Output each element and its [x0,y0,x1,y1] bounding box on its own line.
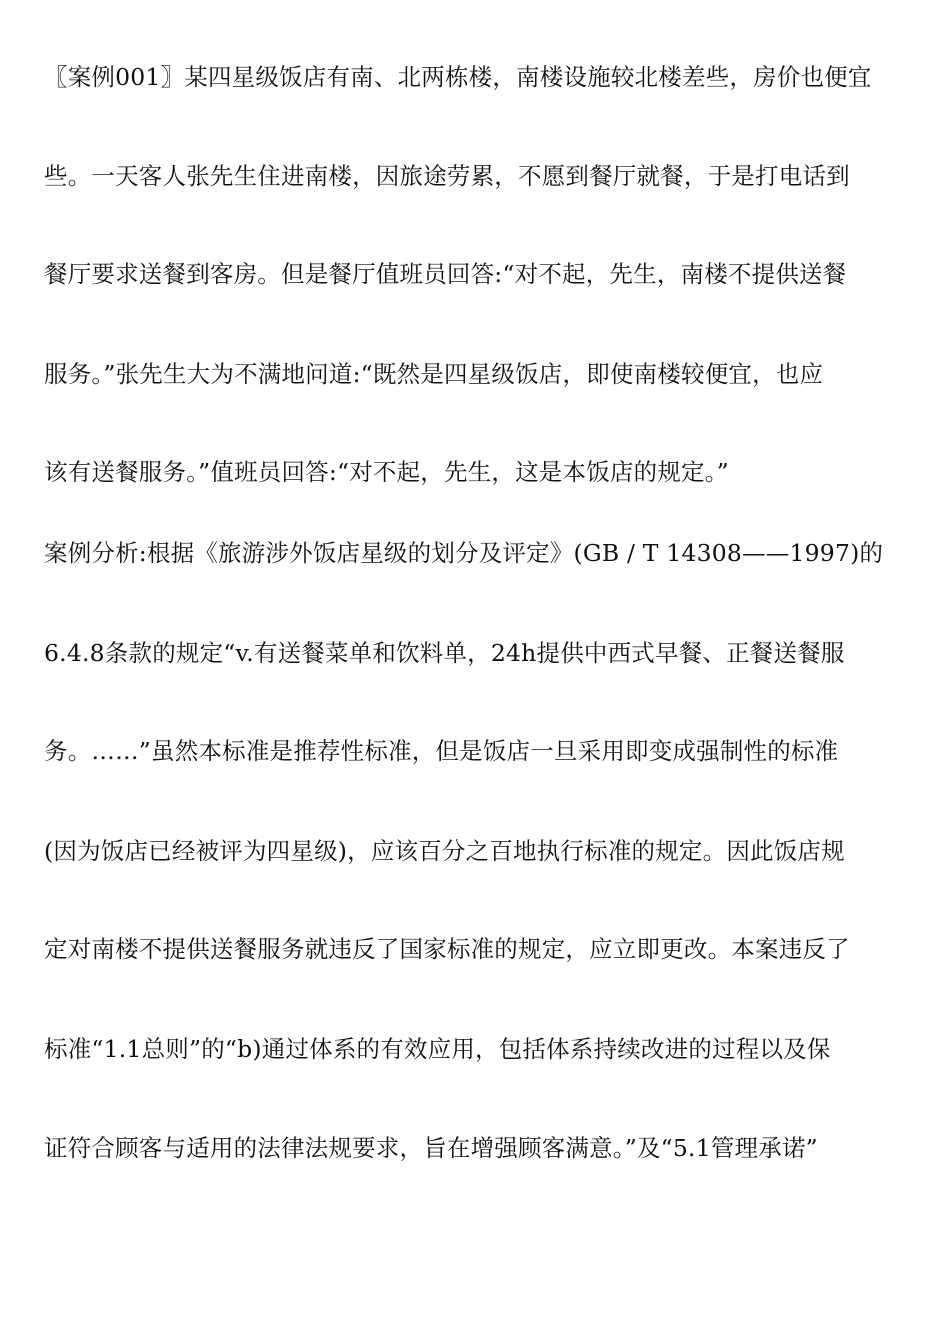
case-line-3: 餐厅要求送餐到客房。但是餐厅值班员回答:“对不起，先生，南楼不提供送餐 [44,260,847,288]
analysis-line-5: 定对南楼不提供送餐服务就违反了国家标准的规定，应立即更改。本案违反了 [44,935,850,963]
analysis-line-7: 证符合顾客与适用的法律法规要求，旨在增强顾客满意。”及“5.1管理承诺” [44,1134,818,1162]
analysis-line-6: 标准“1.1总则”的“b)通过体系的有效应用，包括体系持续改进的过程以及保 [44,1035,831,1063]
case-line-5: 该有送餐服务。”值班员回答:“对不起，先生，这是本饭店的规定。” [44,458,729,486]
case-line-2: 些。一天客人张先生住进南楼，因旅途劳累，不愿到餐厅就餐，于是打电话到 [44,162,850,190]
case-line-4: 服务。”张先生大为不满地问道:“既然是四星级饭店，即使南楼较便宜，也应 [44,360,824,388]
analysis-line-1: 案例分析:根据《旅游涉外饭店星级的划分及评定》(GB / T 14308——1997)的 [44,539,884,567]
analysis-line-3: 务。……”虽然本标准是推荐性标准，但是饭店一旦采用即变成强制性的标准 [44,737,839,765]
case-line-1: 〖案例001〗某四星级饭店有南、北两栋楼，南楼设施较北楼差些，房价也便宜 [44,63,872,91]
analysis-line-4: (因为饭店已经被评为四星级)，应该百分之百地执行标准的规定。因此饭店规 [44,837,845,865]
analysis-line-2: 6.4.8条款的规定“v.有送餐菜单和饮料单，24h提供中西式早餐、正餐送餐服 [44,639,845,667]
